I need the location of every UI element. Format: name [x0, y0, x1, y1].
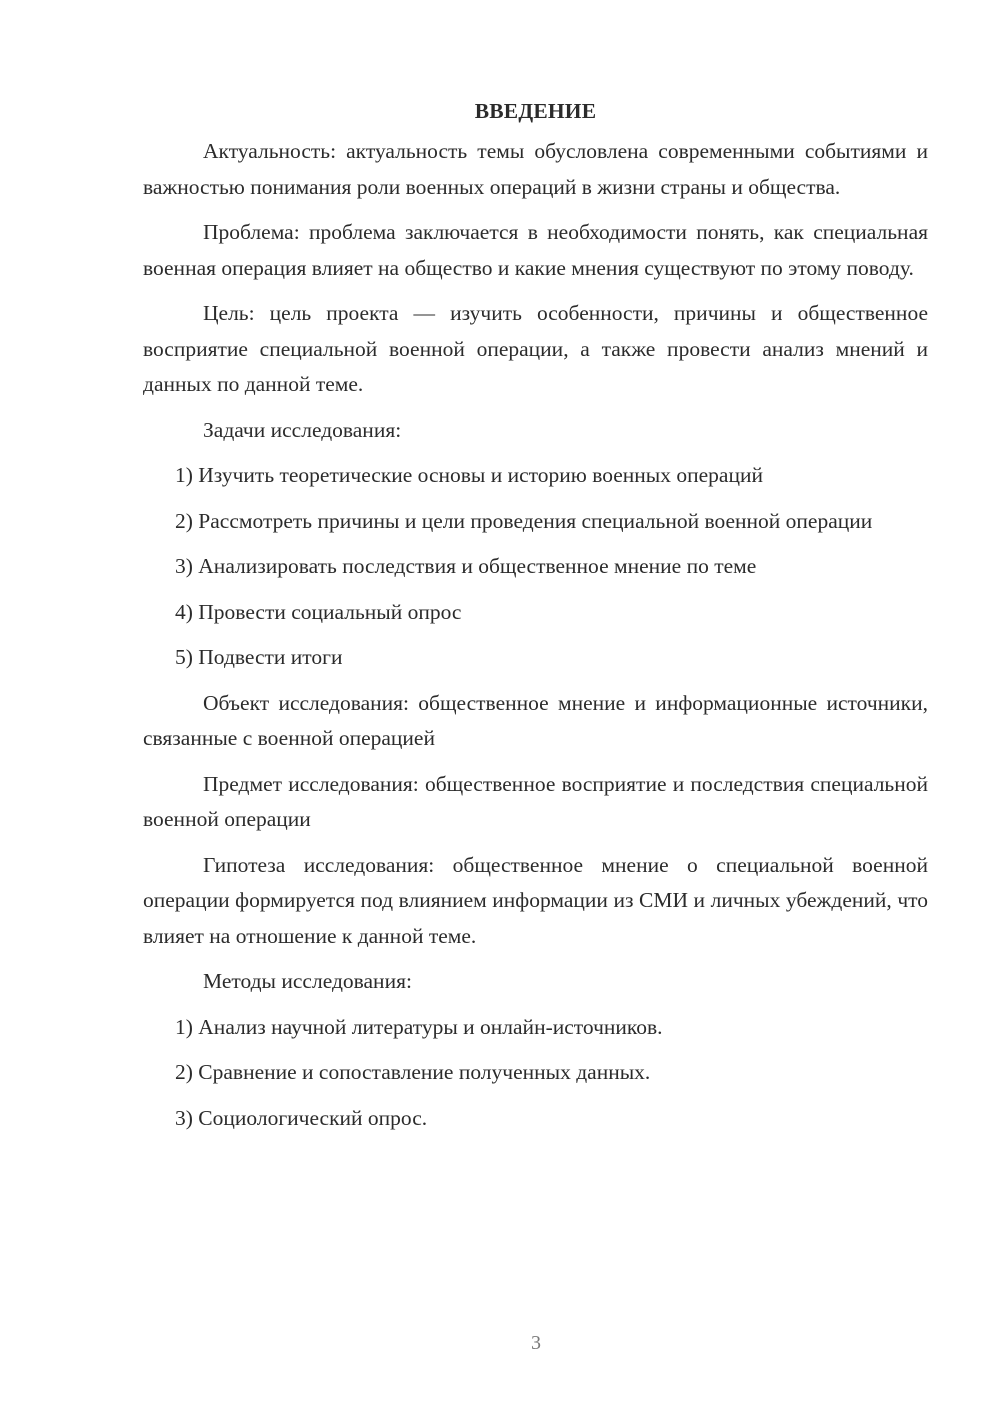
- document-page: [143, 94, 928, 1146]
- paragraph-goal: Цель: цель проекта — изучить особенности, причины и общественное восприятие специальной военной операции, а также провести анализ мнений и данных по данной теме.: [143, 301, 928, 396]
- methods-heading: Методы исследования:: [203, 969, 412, 993]
- task-item: 5) Подвести итоги: [175, 645, 343, 669]
- task-item: 1) Изучить теоретические основы и историю военных операций: [175, 463, 763, 487]
- tasks-heading: Задачи исследования:: [203, 417, 402, 442]
- method-item: 2) Сравнение и сопоставление полученных данных.: [175, 1060, 651, 1084]
- tasks-list: [143, 458, 928, 676]
- paragraph-object: Объект исследования: общественное мнение и информационные источники, связанные с военной операцией: [143, 690, 928, 750]
- task-item: 4) Провести социальный опрос: [175, 599, 462, 624]
- page-number: 3: [531, 1332, 541, 1354]
- method-item: 1) Анализ научной литературы и онлайн-источников.: [175, 1014, 663, 1039]
- task-item: 2) Рассмотреть причины и цели проведения специальной военной операции: [175, 508, 873, 533]
- paragraph-problem: Проблема: проблема заключается в необходимости понять, как специальная военная операция влияет на общество и какие мнения существуют по этому поводу.: [143, 220, 928, 280]
- paragraph-hypothesis: Гипотеза исследования: общественное мнение о специальной военной операции формируется под влиянием информации из СМИ и личных убеждений, что влияет на отношение к данной теме.: [143, 852, 928, 948]
- methods-list: [143, 1010, 928, 1137]
- section-title: ВВЕДЕНИЕ: [474, 99, 597, 123]
- method-item: 3) Социологический опрос.: [175, 1105, 428, 1130]
- task-item: 3) Анализировать последствия и общественное мнение по теме: [175, 554, 757, 578]
- paragraph-subject: Предмет исследования: общественное восприятие и последствия специальной военной операции: [143, 771, 928, 831]
- paragraph-relevance: Актуальность: актуальность темы обусловлена современными событиями и важностью понимания роли военных операций в жизни страны и общества.: [143, 139, 928, 199]
